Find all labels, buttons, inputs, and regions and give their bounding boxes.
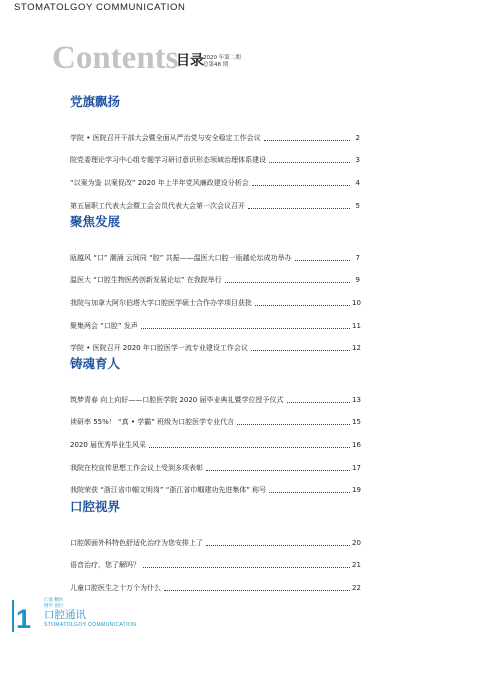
toc-entry[interactable] [70,382,360,405]
toc-entry-title: 语音治疗，您了解吗？ [70,561,140,570]
toc-entry-title: 筑梦青春 向上向好——口腔医学院 2020 届毕业典礼暨学位授予仪式 [70,395,284,404]
toc-entry-title: 瓯越风 “口” 潮涌 云间同 “腔” 共振——温医大口腔一瓯越论坛成功举办 [70,253,292,262]
toc-entry-title: 第五届职工代表大会暨工会会员代表大会第一次会议召开 [70,201,245,210]
dot-leader [287,402,351,403]
toc-entry-page: 17 [352,463,361,472]
toc-entry[interactable] [70,165,360,188]
dot-leader [141,328,350,329]
page-number: 1 [16,604,32,634]
toc-entry-page: 11 [352,321,361,330]
dot-leader [252,185,350,186]
toc-entry[interactable] [70,548,360,571]
section-focus-development [70,214,360,353]
toc-entry-title: 我院荣获 “浙江省巾帼文明岗” “浙江省巾帼建功先进集体” 称号 [70,486,267,495]
toc-entry-page: 4 [355,179,360,188]
toc-entry-title: 温医大 “口腔生物医药创新发展论坛” 在我院举行 [70,276,222,285]
page-number-rule [12,600,14,632]
section-party-flag [70,94,360,211]
issue-total-number: 总第48 期 [203,62,229,68]
toc-entry-page: 12 [352,344,361,353]
toc-entry-title: 我院在校宣传思想工作会议上受到多项表彰 [70,463,203,472]
journal-header: STOMATOLGOY COMMUNICATION [14,2,186,13]
toc-entry-title: 聚集两会 “口腔” 发声 [70,321,138,330]
section-oral-vision [70,499,360,593]
toc-entry-title: “以案为鉴 以案促改” 2020 年上半年党风廉政建设分析会 [70,179,249,188]
toc-entry-title: 学院 • 医院召开 2020 年口腔医学一流专业建设工作会议 [70,344,248,353]
footer-journal-name: 口腔通讯 [44,609,86,621]
toc-entry-title: 院党委理论学习中心组专题学习研讨意识形态领域治理体系建设 [70,156,266,165]
toc-entry[interactable] [70,240,360,263]
footer-motto-line: 仁爱 精医 [44,598,64,603]
mulu-title: 目录 [176,53,204,69]
dot-leader [269,492,350,493]
toc-entry[interactable] [70,143,360,166]
contents-title: Contents [52,40,179,76]
toc-entry[interactable] [70,331,360,354]
dot-leader [264,140,350,141]
toc-entry-title: 2020 届优秀毕业生风采 [70,441,147,450]
toc-entry[interactable] [70,450,360,473]
section-title: 党旗飘扬 [70,94,121,109]
dot-leader [269,162,350,163]
dot-leader [248,208,350,209]
toc-entry-page: 13 [352,395,361,404]
toc-entry-page: 15 [352,418,361,427]
dot-leader [206,545,350,546]
section-soul-education [70,356,360,495]
dot-leader [255,305,350,306]
toc-entry-page: 20 [352,538,361,547]
toc-entry-page: 16 [352,441,361,450]
toc-entry-page: 3 [355,156,360,165]
toc-entry-page: 19 [352,486,361,495]
dot-leader [206,470,350,471]
section-title: 口腔视界 [70,499,121,514]
toc-entry-page: 22 [352,584,361,593]
toc-entry[interactable] [70,427,360,450]
toc-entry-title: 儿童口腔医生之十万个为什么 [70,584,161,593]
dot-leader [237,424,350,425]
dot-leader [251,350,350,351]
toc-entry[interactable] [70,473,360,496]
footer-journal-name-en: STOMATOLGOY COMMUNICATION [44,622,137,628]
toc-entry-page: 5 [355,201,360,210]
toc-entry-title: 读研率 55%！ “真 • 学霸” 班级为口腔医学专业代言 [70,418,235,427]
toc-entry-page: 10 [352,299,361,308]
issue-number: 2020 年第二期 [203,55,241,61]
dot-leader [225,282,350,283]
section-title: 铸魂育人 [70,356,121,371]
toc-entry[interactable] [70,188,360,211]
toc-entry-title: 学院 • 医院召开干部大会暨全面从严治党与安全稳定工作会议 [70,133,261,142]
toc-entry-title: 我院与加拿大阿尔伯塔大学口腔医学硕士合作办学项目获批 [70,299,252,308]
toc-entry-page: 2 [355,133,360,142]
dot-leader [143,567,350,568]
toc-entry-page: 9 [355,276,360,285]
dot-leader [295,260,350,261]
toc-entry[interactable] [70,405,360,428]
dot-leader [164,590,350,591]
toc-entry[interactable] [70,263,360,286]
dot-leader [149,447,350,448]
section-title: 聚焦发展 [70,214,121,229]
toc-entry[interactable] [70,525,360,548]
toc-entry[interactable] [70,308,360,331]
footer-journal-block [44,598,136,628]
toc-entry[interactable] [70,570,360,593]
footer-motto-line: 博学 创行 [44,603,64,609]
toc-entry-page: 7 [355,253,360,262]
toc-entry-title: 口腔颌面外科特色舒适化治疗为您安排上了 [70,538,203,547]
toc-entry[interactable] [70,285,360,308]
toc-entry-page: 21 [352,561,361,570]
toc-entry[interactable] [70,120,360,143]
